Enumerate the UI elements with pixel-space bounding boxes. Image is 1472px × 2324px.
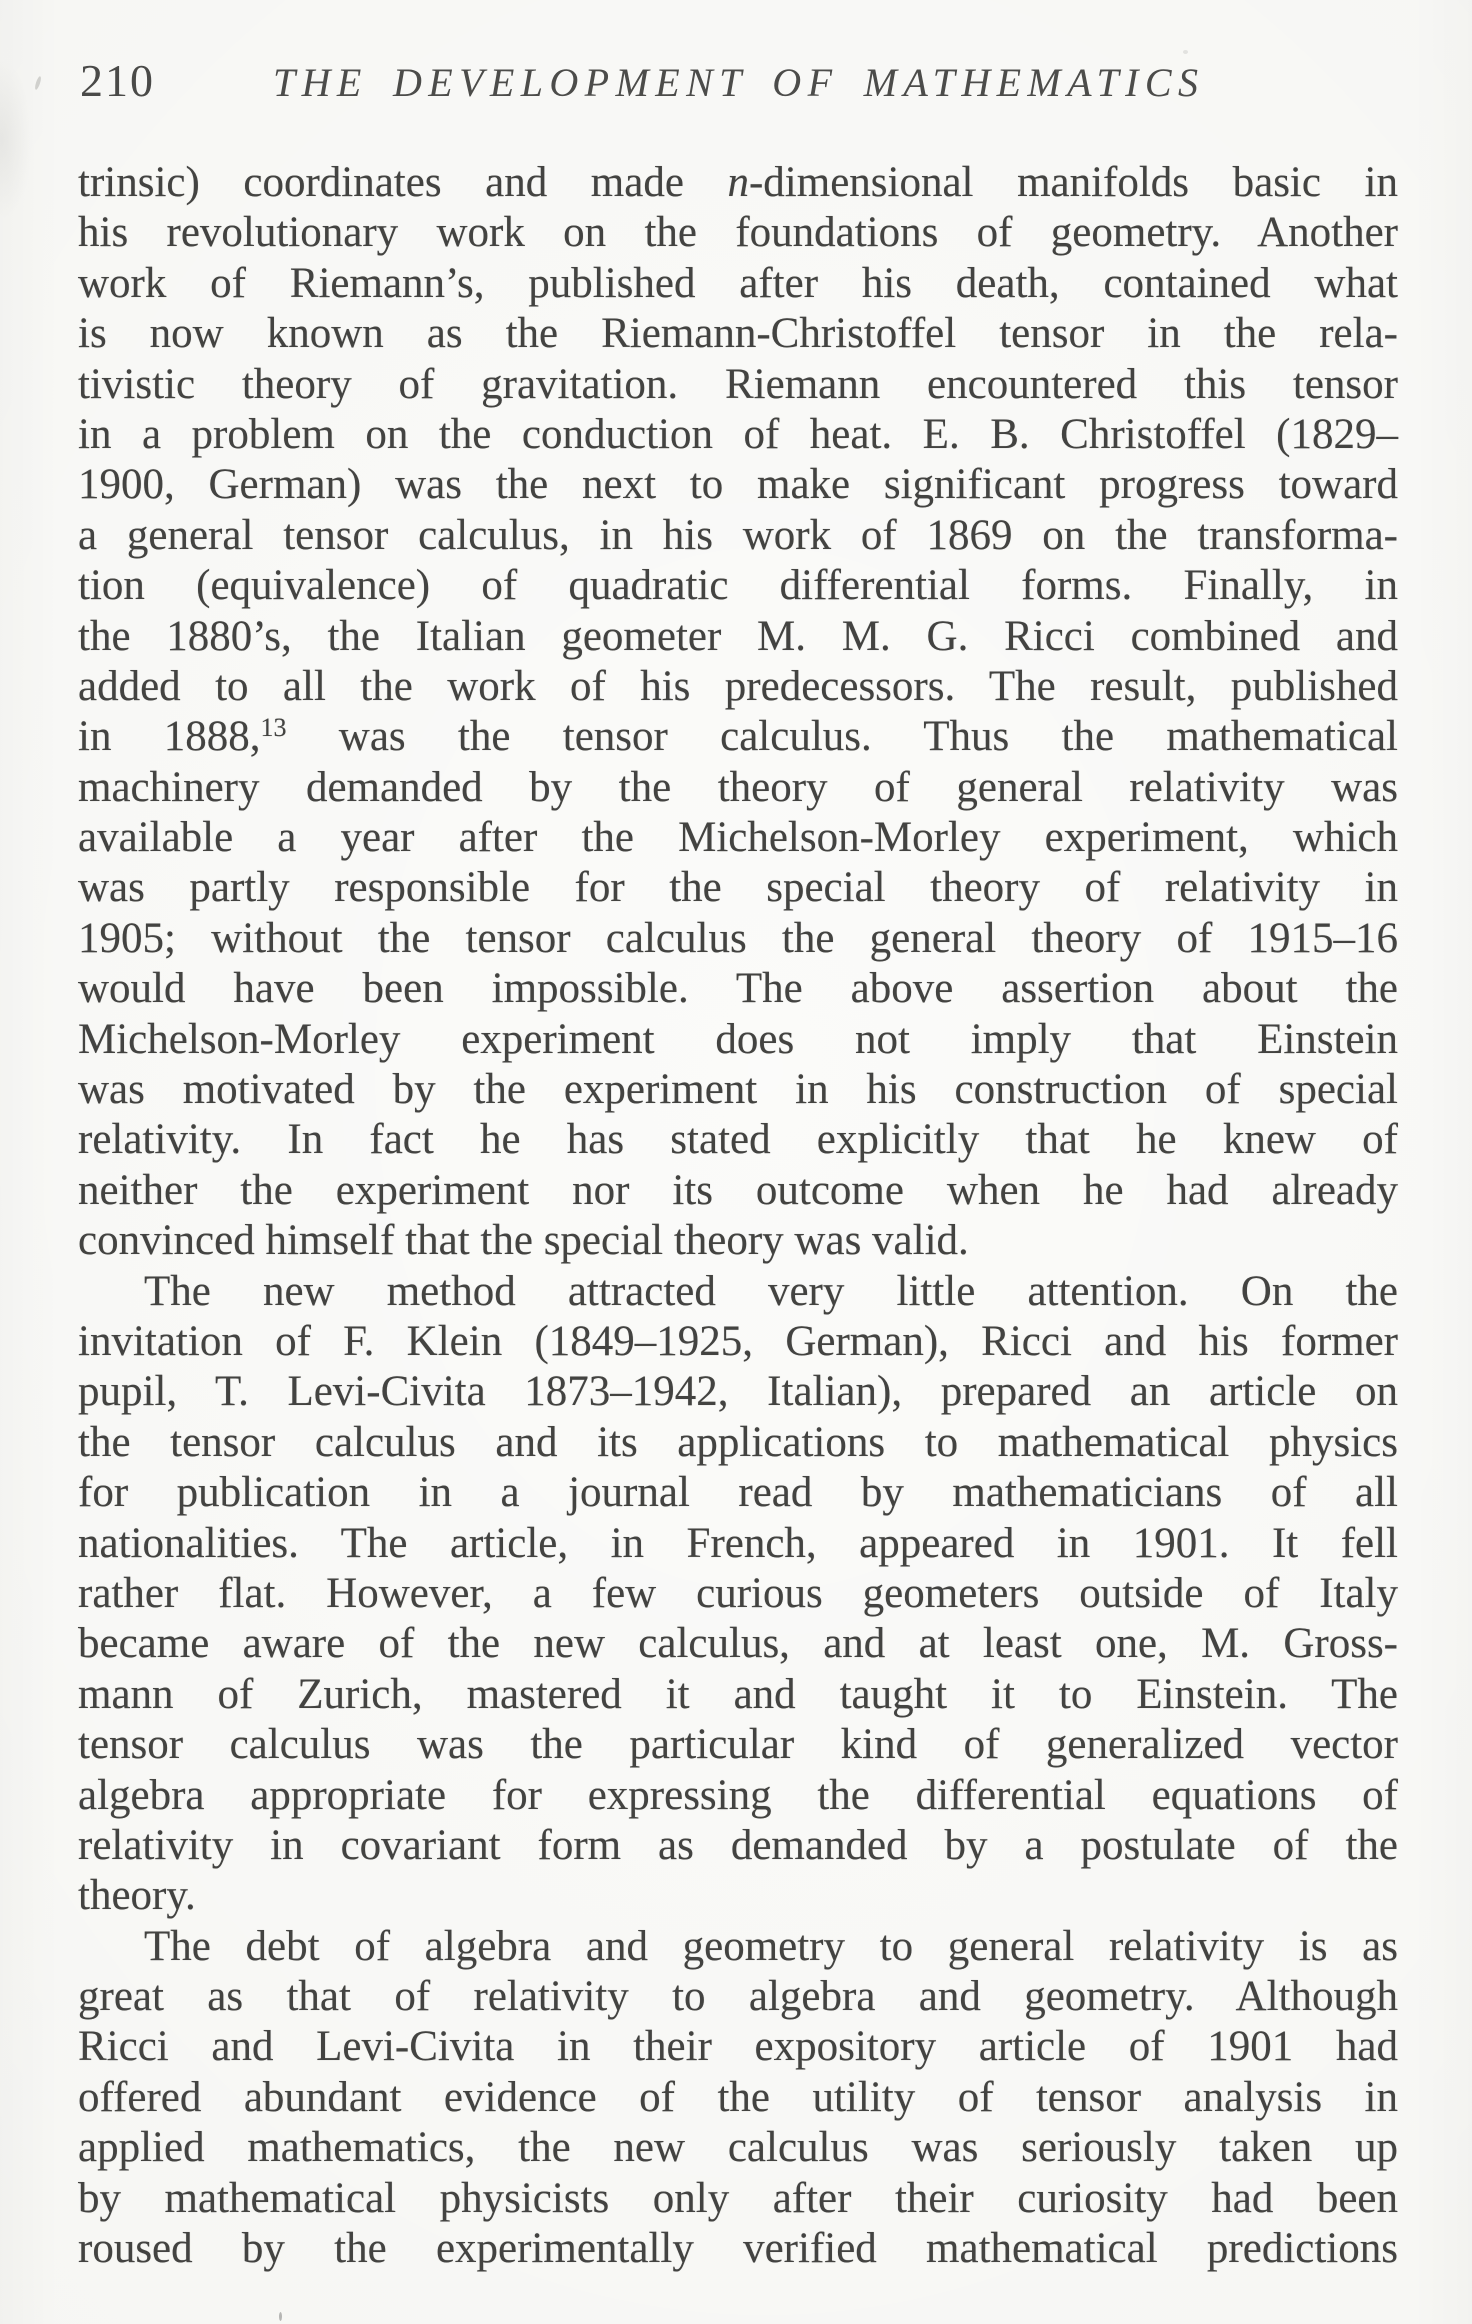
page-number: 210 [80, 55, 155, 106]
text-line: work of Riemann’s, published after his death, contained what [78, 259, 1398, 307]
text-line: was partly responsible for the special theory of relativity in [78, 864, 1398, 912]
text-line: convinced himself that the special theory was valid. [78, 1217, 969, 1265]
footnote-marker: 13 [260, 713, 287, 743]
text-line: relativity. In fact he has stated explicitly that he knew of [78, 1116, 1398, 1164]
text-line: machinery demanded by the theory of general relativity was [78, 763, 1398, 811]
page-header [80, 54, 1400, 107]
text-line: tensor calculus was the particular kind of generalized vector [78, 1721, 1398, 1769]
text-line: by mathematical physicists only after their curiosity had been [78, 2174, 1398, 2222]
text-line: the tensor calculus and its applications to mathematical physics [78, 1418, 1398, 1466]
text-line: was motivated by the experiment in his construction of special [78, 1066, 1398, 1114]
text-line: would have been impossible. The above assertion about the [78, 965, 1398, 1013]
text-line: nationalities. The article, in French, appeared in 1901. It fell [78, 1519, 1398, 1567]
text-line: in 1888,13 was the tensor calculus. Thus the mathematical [78, 713, 1398, 761]
text-line: Michelson-Morley experiment does not imply that Einstein [78, 1015, 1398, 1063]
text-line: the 1880’s, the Italian geometer M. M. G. Ricci combined and [78, 612, 1398, 660]
text-line: great as that of relativity to algebra and geometry. Although [78, 1973, 1398, 2021]
text-line: is now known as the Riemann-Christoffel tensor in the rela- [78, 310, 1398, 358]
text-line: available a year after the Michelson-Morley experiment, which [78, 814, 1398, 862]
text-line: tivistic theory of gravitation. Riemann encountered this tensor [78, 360, 1398, 408]
text-line: for publication in a journal read by mathematicians of all [78, 1469, 1398, 1517]
text-line: a general tensor calculus, in his work of 1869 on the transforma- [78, 511, 1398, 559]
text-line: became aware of the new calculus, and at least one, M. Gross- [78, 1620, 1398, 1668]
text-line: pupil, T. Levi-Civita 1873–1942, Italian), prepared an article on [78, 1368, 1398, 1416]
text-line: The new method attracted very little attention. On the [144, 1267, 1398, 1315]
body-text [78, 158, 1398, 2274]
italic-text: n [727, 159, 749, 206]
text-line: rather flat. However, a few curious geometers outside of Italy [78, 1569, 1398, 1617]
scan-speck [279, 2312, 282, 2321]
scan-speck [1183, 50, 1188, 54]
running-title: THE DEVELOPMENT OF MATHEMATICS [273, 60, 1205, 105]
scan-speck [34, 76, 42, 91]
text-line: relativity in covariant form as demanded by a postulate of the [78, 1821, 1398, 1869]
text-line: roused by the experimentally verified mathematical predictions [78, 2225, 1398, 2273]
text-line: 1905; without the tensor calculus the general theory of 1915–16 [78, 914, 1398, 962]
text-line: mann of Zurich, mastered it and taught it to Einstein. The [78, 1670, 1398, 1718]
text-line: neither the experiment nor its outcome when he had already [78, 1166, 1398, 1214]
text-line: added to all the work of his predecessors. The result, published [78, 662, 1398, 710]
text-line: Ricci and Levi-Civita in their expository article of 1901 had [78, 2023, 1398, 2071]
text-line: tion (equivalence) of quadratic differential forms. Finally, in [78, 562, 1398, 610]
text-line: invitation of F. Klein (1849–1925, German), Ricci and his former [78, 1317, 1398, 1365]
text-line: algebra appropriate for expressing the differential equations of [78, 1771, 1398, 1819]
text-line: The debt of algebra and geometry to general relativity is as [144, 1922, 1398, 1970]
text-line: trinsic) coordinates and made n-dimensional manifolds basic in [78, 159, 1398, 206]
text-line: in a problem on the conduction of heat. E. B. Christoffel (1829– [78, 410, 1398, 458]
scan-smudge [0, 60, 32, 220]
text-line: offered abundant evidence of the utility of tensor analysis in [78, 2073, 1398, 2121]
text-line: 1900, German) was the next to make significant progress toward [78, 461, 1398, 509]
text-line: theory. [78, 1872, 196, 1920]
text-line: his revolutionary work on the foundations of geometry. Another [78, 209, 1398, 257]
text-line: applied mathematics, the new calculus was seriously taken up [78, 2124, 1398, 2172]
